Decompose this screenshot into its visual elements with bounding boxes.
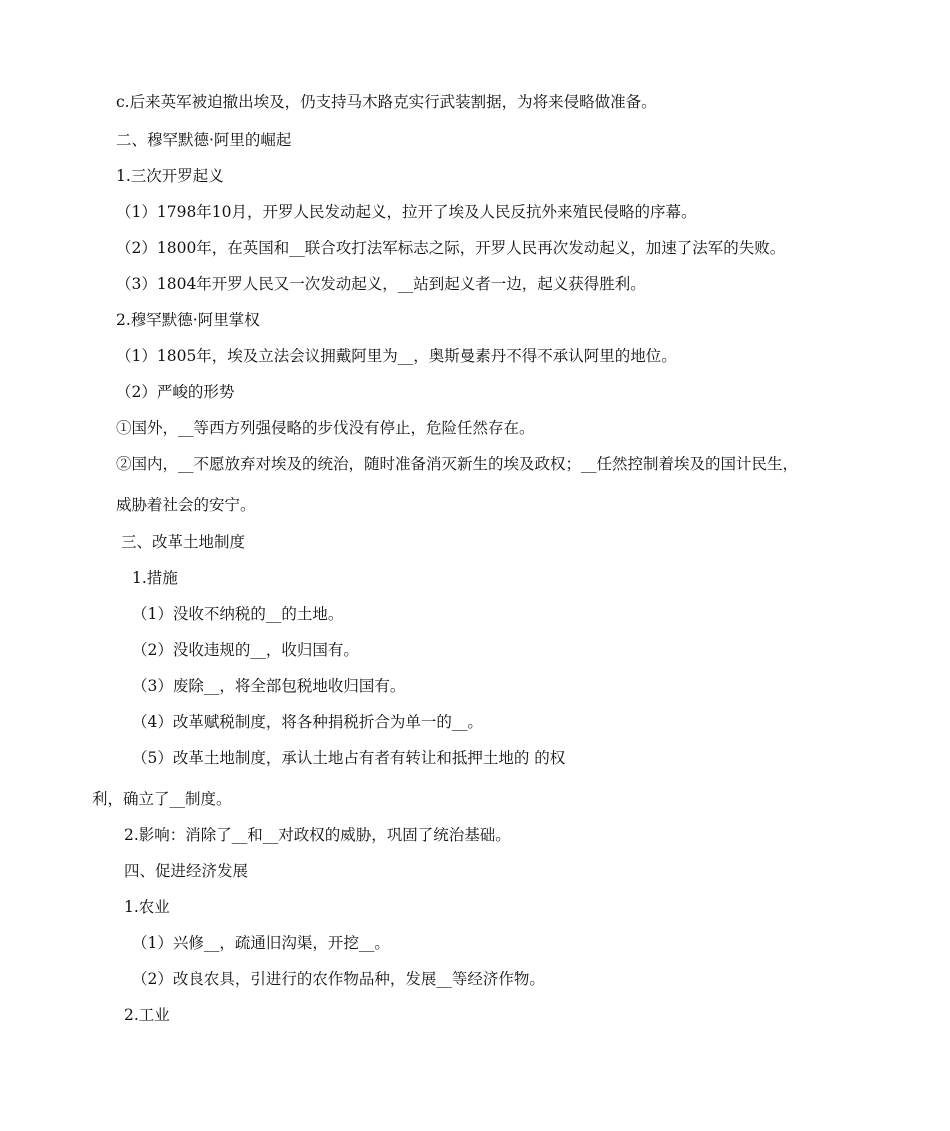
text-line-abroad: ①国外，__等西方列强侵略的步伐没有停止，危险任然存在。: [116, 419, 535, 437]
text-line-measure-2: （2）没收违规的__，收归国有。: [132, 641, 359, 659]
subheading-agriculture: 1.农业: [124, 898, 170, 916]
text-line-power-1: （1）1805年，埃及立法会议拥戴阿里为__，奥斯曼素丹不得不承认阿里的地位。: [116, 347, 677, 365]
subheading-measures: 1.措施: [132, 569, 178, 587]
section-heading-4: 四、促进经济发展: [124, 862, 249, 880]
subheading-cairo-uprisings: 1.三次开罗起义: [116, 167, 224, 185]
text-line-measure-3: （3）废除__，将全部包税地收归国有。: [132, 677, 406, 695]
text-line-agri-2: （2）改良农具，引进行的农作物品种，发展__等经济作物。: [132, 970, 545, 988]
text-line-1: c.后来英军被迫撤出埃及，仍支持马木路克实行武装割据，为将来侵略做准备。: [116, 93, 657, 111]
text-line-uprising-3: （3）1804年开罗人民又一次发动起义，__站到起义者一边，起义获得胜利。: [116, 275, 646, 293]
text-line-uprising-2: （2）1800年，在英国和__联合攻打法军标志之际，开罗人民再次发动起义，加速了法军的失败。: [116, 239, 786, 257]
subheading-ali-takes-power: 2.穆罕默德·阿里掌权: [116, 311, 260, 329]
text-line-impact: 2.影响：消除了__和__对政权的威胁，巩固了统治基础。: [124, 826, 511, 844]
text-line-uprising-1: （1）1798年10月，开罗人民发动起义，拉开了埃及人民反抗外来殖民侵略的序幕。: [116, 203, 697, 221]
section-heading-2: 二、穆罕默德·阿里的崛起: [116, 131, 292, 149]
text-line-measure-5: （5）改革土地制度，承认土地占有者有转让和抵押土地的 的权: [132, 749, 566, 767]
text-line-measure-5-cont: 利，确立了__制度。: [92, 790, 232, 808]
text-line-power-2: （2）严峻的形势: [116, 383, 235, 401]
text-line-domestic: ②国内，__不愿放弃对埃及的统治，随时准备消灭新生的埃及政权；__任然控制着埃及的国计民生，: [116, 455, 799, 473]
subheading-industry: 2.工业: [124, 1006, 170, 1024]
section-heading-3: 三、改革土地制度: [121, 533, 246, 551]
text-line-agri-1: （1）兴修__，疏通旧沟渠，开挖__。: [132, 934, 390, 952]
text-line-measure-4: （4）改革赋税制度，将各种捐税折合为单一的__。: [132, 713, 483, 731]
text-line-domestic-cont: 威胁着社会的安宁。: [116, 496, 256, 514]
text-line-measure-1: （1）没收不纳税的__的土地。: [132, 605, 344, 623]
